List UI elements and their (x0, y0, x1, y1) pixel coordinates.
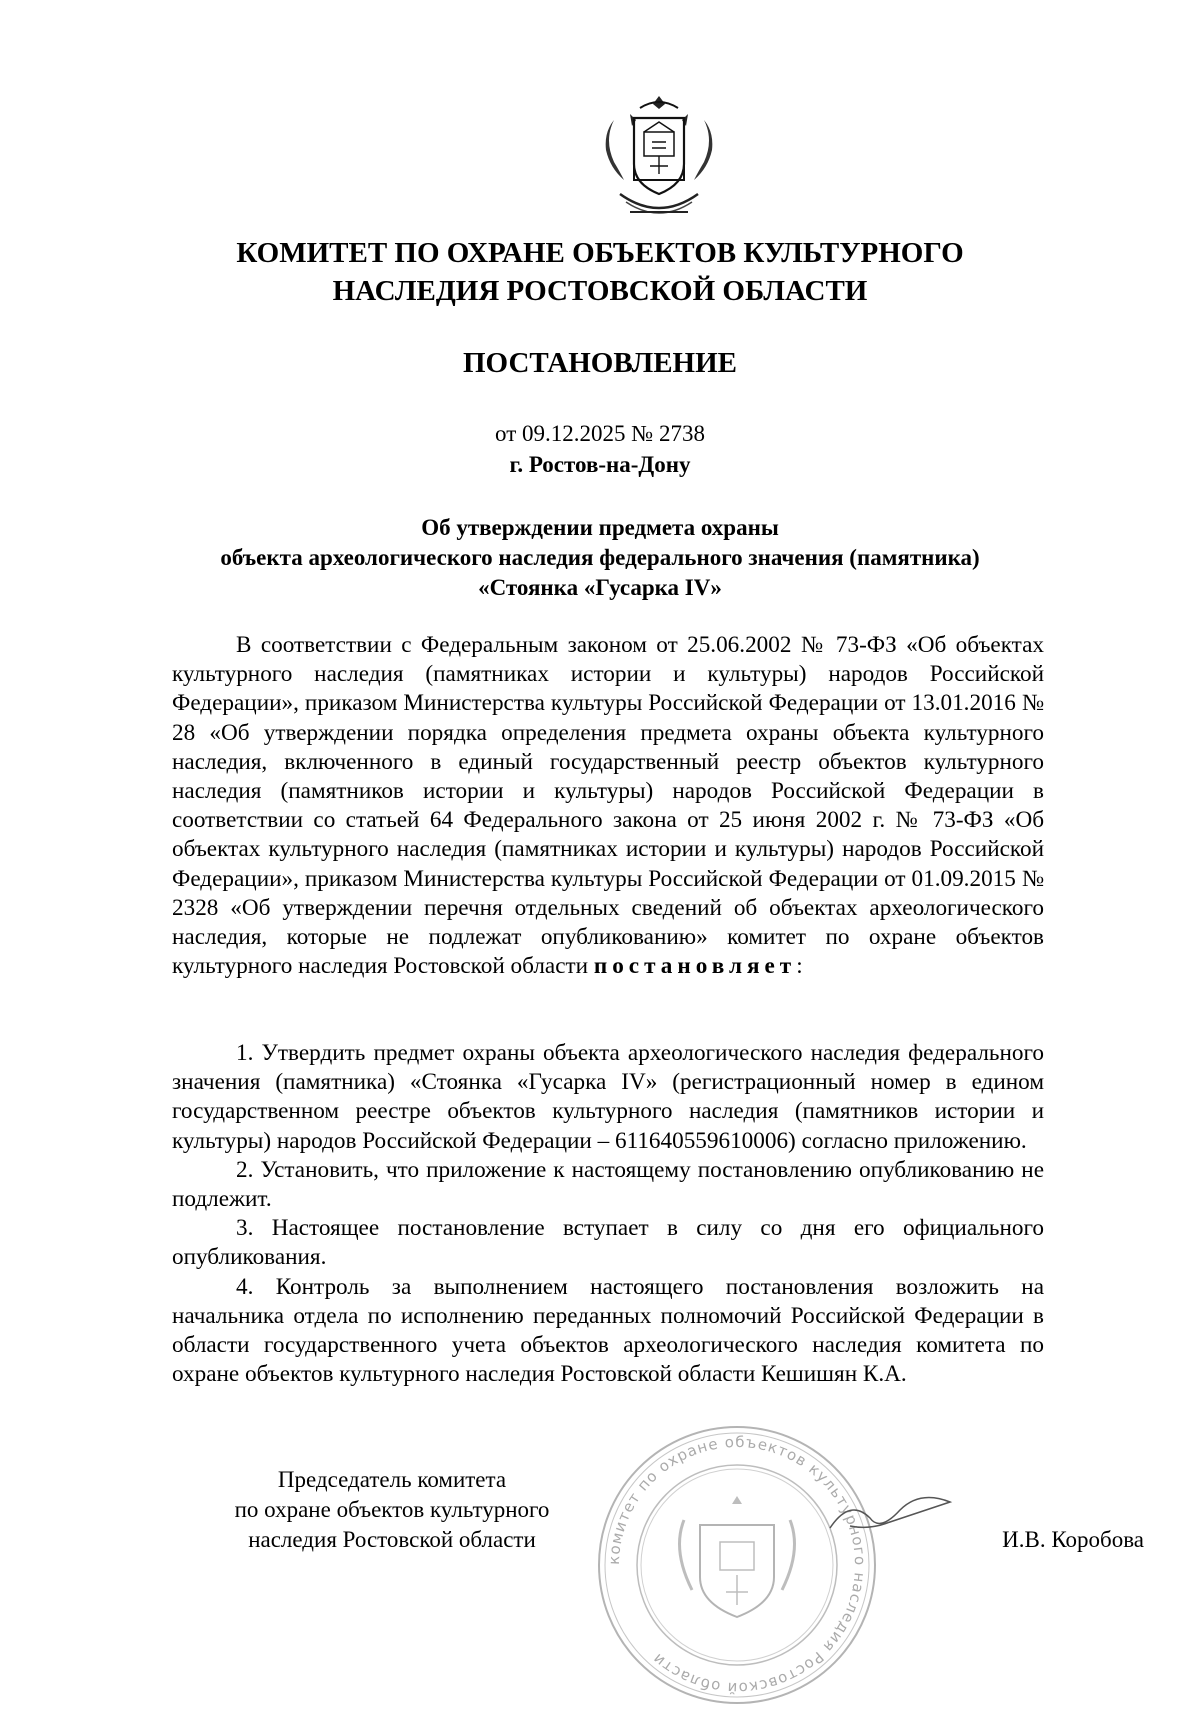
organization-name (140, 234, 1060, 310)
signer-position-line3: наследия Ростовской области (248, 1527, 536, 1552)
signer-position (182, 1465, 602, 1555)
stamp-ring-text: комитет по охране объектов культурного наследия Ростовской области (604, 1432, 870, 1698)
preamble-paragraph (172, 631, 1044, 981)
decree-item-3: 3. Настоящее постановление вступает в силу со дня его официального опубликования. (172, 1215, 1044, 1271)
official-seal-icon (592, 1420, 882, 1710)
decree-item-2: 2. Установить, что приложение к настоящему постановлению опубликованию не подлежит. (172, 1156, 1044, 1213)
coat-of-arms-icon (600, 94, 718, 226)
preamble-text: В соответствии с Федеральным законом от 25.06.2002 № 73-ФЗ «Об объектах культурного наследия (памятниках истории и культуры) народов Российской Федерации», приказом Министерства культуры Российской Федерации от 13.01.2016 № 28 «Об утверждении порядка определения предмета охраны объекта культурного наследия, включенного в единый государственный реестр объектов культурного наследия (памятников истории и культуры) народов Российской Федерации в соответствии со статьей 64 Федерального закона от 25 июня 2002 г. № 73-ФЗ «Об объектах культурного наследия (памятниках истории и культуры) народов Российской Федерации», приказом Министерства культуры Российской Федерации от 01.09.2015 № 2328 «Об утверждении перечня отдельных сведений об объектах археологического наследия, которые не подлежат опубликованию» комитет по охране объектов культурного наследия Ростовской области (172, 632, 1044, 980)
signer-position-line2: по охране объектов культурного (234, 1497, 550, 1522)
signer-name: И.В. Коробова (1002, 1527, 1144, 1552)
decree-item-1: 1. Утвердить предмет охраны объекта археологического наследия федерального значения (памятника) «Стоянка «Гусарка IV» (регистрационный номер в едином государственном реестре объектов культурного наследия (памятников истории и культуры) народов Российской Федерации – 611640559610006) согласно приложению. (172, 1040, 1044, 1154)
handwritten-signature-icon (820, 1488, 970, 1548)
decree-colon: : (796, 953, 803, 980)
document-subject (150, 513, 1050, 603)
organization-name-line2: НАСЛЕДИЯ РОСТОВСКОЙ ОБЛАСТИ (332, 275, 868, 307)
signer-position-line1: Председатель комитета (277, 1467, 507, 1492)
city: г. Ростов-на-Дону (509, 452, 691, 477)
decree-word: постановляет (593, 953, 797, 980)
preamble (172, 631, 1044, 981)
organization-name-line1: КОМИТЕТ ПО ОХРАНЕ ОБЪЕКТОВ КУЛЬТУРНОГО (236, 237, 964, 269)
date-number: от 09.12.2025 № 2738 (495, 421, 705, 446)
svg-text:комитет по охране объектов кул (605, 1433, 869, 1697)
document-type: ПОСТАНОВЛЕНИЕ (462, 347, 737, 379)
subject-line2: объекта археологического наследия федерального значения (памятника) (220, 545, 980, 570)
decree-item-4: 4. Контроль за выполнением настоящего постановления возложить на начальника отдела по исполнению переданных полномочий Российской Федерации в области государственного учета объектов археологического наследия комитета по охране объектов культурного наследия Ростовской области Кешишян К.А. (172, 1273, 1044, 1388)
subject-line3: «Стоянка «Гусарка IV» (478, 575, 722, 600)
decree-items (172, 1039, 1044, 1389)
subject-line1: Об утверждении предмета охраны (421, 515, 779, 540)
